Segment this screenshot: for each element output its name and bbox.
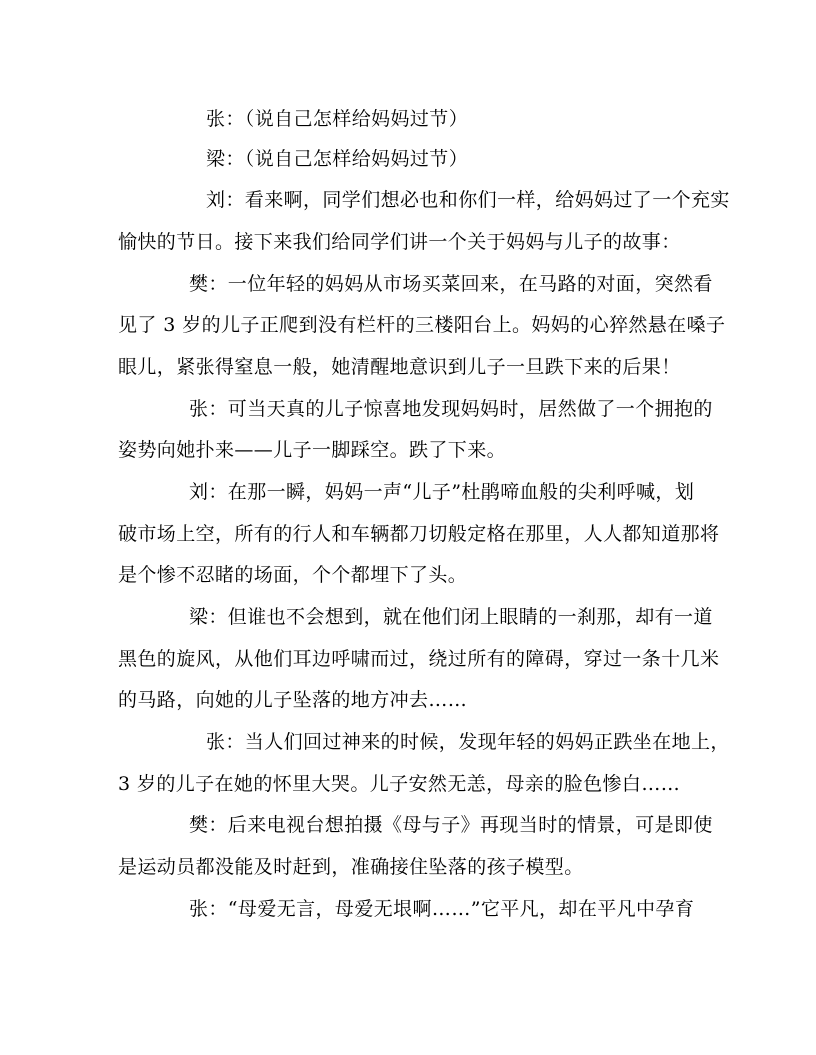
dialogue-line: 樊：一位年轻的妈妈从市场买菜回来，在马路的对面，突然看	[189, 273, 713, 295]
dialogue-line: 见了 3 岁的儿子正爬到没有栏杆的三楼阳台上。妈妈的心猝然悬在嗓子	[118, 314, 726, 336]
dialogue-line: 眼儿，紧张得窒息一般，她清醒地意识到儿子一旦跌下来的后果！	[118, 356, 681, 378]
dialogue-line: 张：（说自己怎样给妈妈过节）	[206, 108, 469, 130]
dialogue-line: 3 岁的儿子在她的怀里大哭。儿子安然无恙，母亲的脸色惨白……	[118, 773, 681, 795]
dialogue-line: 梁：（说自己怎样给妈妈过节）	[206, 148, 469, 170]
dialogue-line: 的马路，向她的儿子坠落的地方冲去……	[118, 689, 468, 711]
dialogue-line: 樊：后来电视台想拍摄《母与子》再现当时的情景，可是即使	[189, 814, 713, 836]
dialogue-line: 是个惨不忍睹的场面，个个都埋下了头。	[118, 564, 468, 586]
dialogue-line: 愉快的节日。接下来我们给同学们讲一个关于妈妈与儿子的故事：	[118, 231, 681, 253]
dialogue-line: 黑色的旋风，从他们耳边呼啸而过，绕过所有的障碍，穿过一条十几米	[118, 648, 720, 670]
dialogue-line: 刘：在那一瞬，妈妈一声“儿子”杜鹃啼血般的尖利呼喊，划	[189, 481, 695, 503]
dialogue-line: 破市场上空，所有的行人和车辆都刀切般定格在那里，人人都知道那将	[118, 523, 720, 545]
dialogue-line: 张：当人们回过神来的时候，发现年轻的妈妈正跌坐在地上，	[206, 731, 730, 753]
dialogue-line: 张：“母爱无言，母爱无垠啊……”它平凡，却在平凡中孕育	[189, 898, 695, 920]
dialogue-line: 张：可当天真的儿子惊喜地发现妈妈时，居然做了一个拥抱的	[189, 398, 713, 420]
dialogue-line: 姿势向她扑来——儿子一脚踩空。跌了下来。	[118, 439, 507, 461]
dialogue-line: 是运动员都没能及时赶到，准确接住坠落的孩子模型。	[118, 856, 584, 878]
dialogue-line: 梁：但谁也不会想到，就在他们闭上眼睛的一刹那，却有一道	[189, 606, 713, 628]
dialogue-line: 刘：看来啊，同学们想必也和你们一样，给妈妈过了一个充实	[206, 189, 730, 211]
